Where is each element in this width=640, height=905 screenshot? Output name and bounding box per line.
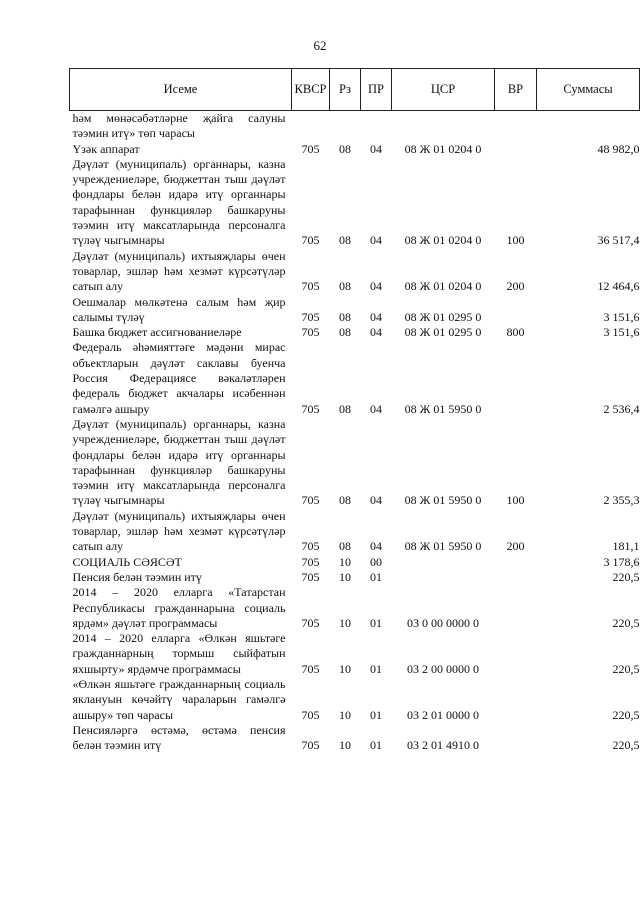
row-rz (330, 111, 361, 142)
row-vr (495, 111, 537, 142)
row-vr: 100 (506, 233, 525, 248)
row-csr: 08 Ж 01 0295 0 (404, 325, 482, 340)
header-sum: Суммасы (537, 69, 640, 111)
row-csr: 03 2 00 0000 0 (407, 661, 479, 676)
row-vr (495, 585, 537, 631)
row-name: Дәүләт (муниципаль) ихтыяҗлары өчен товарлар, эшләр һәм хезмәт күрсәтүләр сатып алу (72, 248, 286, 294)
row-pr: 01 (370, 615, 382, 630)
row-sum: 181,1 (612, 539, 640, 554)
row-kvsr: 705 (301, 401, 320, 416)
row-name: Пенсия белән тәэмин итү (72, 569, 202, 584)
row-vr: 200 (506, 539, 525, 554)
row-sum: 220,5 (612, 661, 640, 676)
row-pr: 04 (370, 233, 382, 248)
row-pr: 04 (370, 141, 382, 156)
table-row (70, 585, 640, 631)
row-kvsr: 705 (301, 325, 320, 340)
row-rz: 10 (339, 738, 351, 753)
row-rz: 08 (339, 279, 351, 294)
row-name: Дәүләт (муниципаль) ихтыяҗлары өчен товарлар, эшләр һәм хезмәт күрсәтүләр сатып алу (72, 508, 286, 554)
row-kvsr: 705 (301, 141, 320, 156)
row-vr (495, 677, 537, 723)
row-kvsr: 705 (301, 539, 320, 554)
row-csr: 03 2 01 4910 0 (407, 738, 479, 753)
row-rz: 10 (339, 569, 351, 584)
row-name: һәм мөнәсәбәтләрне җайга салуны тәэмин итү» төп чарасы (72, 111, 286, 141)
row-vr (495, 570, 537, 585)
table-row (70, 111, 640, 142)
table-row (70, 509, 640, 555)
row-rz: 10 (339, 661, 351, 676)
table-header (70, 69, 640, 111)
table-row (70, 249, 640, 295)
row-vr (495, 631, 537, 677)
row-vr (495, 340, 537, 416)
row-rz: 10 (339, 707, 351, 722)
table-row (70, 677, 640, 723)
row-pr: 04 (370, 279, 382, 294)
row-pr (361, 111, 392, 142)
row-csr: 08 Ж 01 0204 0 (404, 233, 482, 248)
table-row (70, 340, 640, 416)
row-csr: 08 Ж 01 5950 0 (404, 539, 482, 554)
row-pr: 04 (370, 539, 382, 554)
row-pr: 01 (370, 661, 382, 676)
row-vr: 100 (506, 493, 525, 508)
table-row (70, 142, 640, 157)
row-pr: 04 (370, 493, 382, 508)
row-kvsr (292, 111, 330, 142)
table-row (70, 631, 640, 677)
row-name: Дәүләт (муниципаль) органнары, казна учреждениеләре, бюджеттан тыш дәүләт фондлары белән идарә итү органнары тарафыннан функцияләр башкаруны тәэмин итү максатларында персоналга түләү чыгымнары (72, 156, 286, 248)
row-sum: 220,5 (612, 707, 640, 722)
row-rz: 08 (339, 539, 351, 554)
row-sum: 12 464,6 (597, 279, 640, 294)
row-kvsr: 705 (301, 615, 320, 630)
row-name: Дәүләт (муниципаль) органнары, казна учреждениеләре, бюджеттан тыш дәүләт фондлары белән идарә итү органнары тарафыннан функцияләр башкаруны тәэмин итү максатларында персоналга түләү чыгымнары (72, 416, 286, 508)
row-name: Федераль әһәмияттәге мәдәни мирас объектларын дәүләт саклавы буенча Россия Федерациясе вәкаләтләрен федераль бюджет акчалары исәбеннән гамәлгә ашыру (72, 340, 286, 416)
row-csr: 03 0 00 0000 0 (407, 615, 479, 630)
row-kvsr: 705 (301, 233, 320, 248)
header-pr: ПР (361, 69, 392, 111)
row-rz: 08 (339, 233, 351, 248)
row-csr (392, 570, 495, 585)
row-name: СОЦИАЛЬ СӘЯСӘТ (72, 554, 182, 569)
row-kvsr: 705 (301, 569, 320, 584)
row-rz: 08 (339, 309, 351, 324)
row-kvsr: 705 (301, 738, 320, 753)
row-csr: 08 Ж 01 0295 0 (404, 309, 482, 324)
header-vr: ВР (495, 69, 537, 111)
row-pr: 00 (370, 554, 382, 569)
row-csr: 03 2 01 0000 0 (407, 707, 479, 722)
row-name: Үзәк аппарат (72, 141, 140, 156)
table-row (70, 555, 640, 570)
table-row (70, 295, 640, 326)
row-pr: 01 (370, 738, 382, 753)
row-kvsr: 705 (301, 493, 320, 508)
row-rz: 10 (339, 615, 351, 630)
page-number: 62 (313, 38, 327, 53)
table-row (70, 157, 640, 249)
row-sum: 3 178,6 (603, 554, 640, 569)
row-pr: 04 (370, 309, 382, 324)
row-csr: 08 Ж 01 5950 0 (404, 493, 482, 508)
row-csr (392, 111, 495, 142)
table-row (70, 723, 640, 754)
row-sum (537, 111, 640, 142)
row-rz: 08 (339, 141, 351, 156)
table-row (70, 417, 640, 509)
row-sum: 220,5 (612, 615, 640, 630)
budget-table (69, 68, 640, 753)
row-pr: 04 (370, 401, 382, 416)
row-name: 2014 – 2020 елларга «Татарстан Республикасы гражданнарына социаль ярдәм» дәүләт программасы (72, 585, 286, 630)
row-name: Башка бюджет ассигнованиеләре (72, 325, 242, 340)
row-sum: 48 982,0 (597, 141, 640, 156)
row-name: 2014 – 2020 елларга «Өлкән яшьтәге гражданнарның тормыш сыйфатын яхшырту» ярдәмче программасы (72, 631, 286, 676)
row-sum: 220,5 (612, 569, 640, 584)
header-name: Исеме (70, 69, 292, 111)
row-rz: 08 (339, 493, 351, 508)
row-vr (495, 295, 537, 326)
row-pr: 01 (370, 569, 382, 584)
row-sum: 36 517,4 (597, 233, 640, 248)
row-vr (495, 723, 537, 754)
table-row (70, 325, 640, 340)
row-kvsr: 705 (301, 554, 320, 569)
row-name: Пенсияләргә өстәмә, өстәмә пенсия белән тәэмин итү (72, 722, 286, 753)
row-rz: 08 (339, 401, 351, 416)
row-kvsr: 705 (301, 309, 320, 324)
row-vr (495, 555, 537, 570)
row-pr: 01 (370, 707, 382, 722)
row-sum: 3 151,6 (603, 309, 640, 324)
row-csr: 08 Ж 01 0204 0 (404, 279, 482, 294)
row-csr: 08 Ж 01 5950 0 (404, 401, 482, 416)
table-row (70, 570, 640, 585)
row-sum: 3 151,6 (603, 325, 640, 340)
row-kvsr: 705 (301, 661, 320, 676)
row-csr: 08 Ж 01 0204 0 (404, 141, 482, 156)
header-csr: ЦСР (392, 69, 495, 111)
row-csr (392, 555, 495, 570)
row-vr: 800 (506, 325, 525, 340)
row-pr: 04 (370, 325, 382, 340)
row-vr (495, 142, 537, 157)
row-sum: 220,5 (612, 738, 640, 753)
row-kvsr: 705 (301, 707, 320, 722)
table-body (70, 111, 640, 754)
row-rz: 10 (339, 554, 351, 569)
row-sum: 2 355,3 (603, 493, 640, 508)
row-name: Оешмалар мөлкәтенә салым һәм җир салымы түләү (72, 294, 286, 324)
row-kvsr: 705 (301, 279, 320, 294)
row-vr: 200 (506, 279, 525, 294)
row-name: «Өлкән яшьтәге гражданнарның социаль яклануын көчәйтү чараларын гамәлгә ашыру» төп чарасы (72, 676, 286, 722)
row-rz: 08 (339, 325, 351, 340)
row-sum: 2 536,4 (603, 401, 640, 416)
header-kvsr: КВСР (292, 69, 330, 111)
header-rz: Рз (330, 69, 361, 111)
